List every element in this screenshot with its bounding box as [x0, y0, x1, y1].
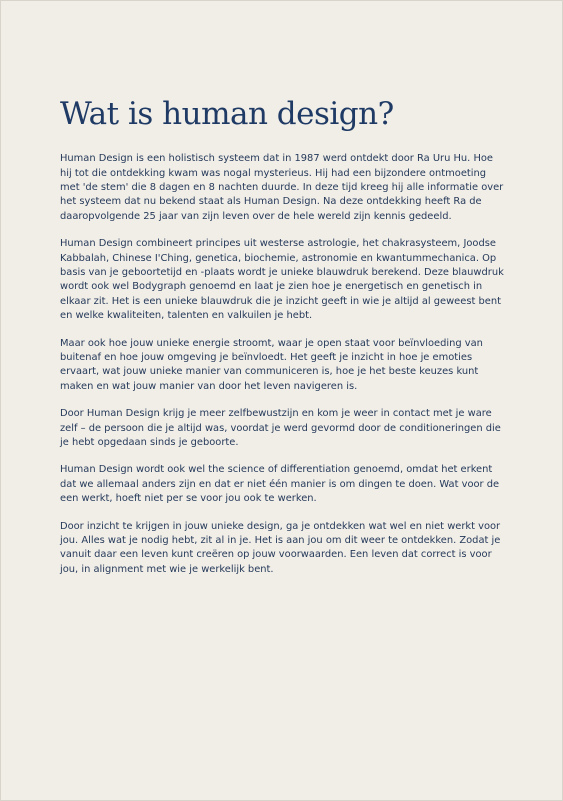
paragraph-2: Human Design combineert principes uit westerse astrologie, het chakrasysteem, Joodse Kabbalah, Chinese I'Ching, genetica, biochemie, astronomie en kwantummechanica. Op basis van je geboortetijd en -plaats wordt je unieke blauwdruk berekend. Deze blauwdruk wordt ook wel Bodygraph genoemd en laat je zien hoe je energetisch en genetisch in elkaar zit. Het is een unieke blauwdruk die je inzicht geeft in wie je altijd al geweest bent en welke kwaliteiten, talenten en valkuilen je hebt. — [60, 238, 504, 322]
paragraph-4: Door Human Design krijg je meer zelfbewustzijn en kom je weer in contact met je ware zelf – de persoon die je altijd was, voordat je werd gevormd door de conditioneringen die je hebt opgedaan sinds je geboorte. — [60, 408, 501, 448]
paragraph-5: Human Design wordt ook wel the science of differentiation genoemd, omdat het erkent dat we allemaal anders zijn en dat er niet één manier is om dingen te doen. Wat voor de een werkt, hoeft niet per se voor jou ook te werken. — [60, 464, 500, 505]
page-title: Wat is human design? — [60, 96, 394, 132]
page-content — [60, 97, 506, 590]
paragraph-1: Human Design is een holistisch systeem dat in 1987 werd ontdekt door Ra Uru Hu. Hoe hij tot die ontdekking kwam was nogal mysterieus. Hij had een bijzondere ontmoeting met 'de stem' die 8 dagen en 8 nachten duurde. In deze tijd kreeg hij alle informatie over het systeem dat nu bekend staat als Human Design. Na deze ontdekking heeft Ra de daaropvolgende 25 jaar van zijn leven over de hele wereld zijn kennis gedeeld. — [60, 153, 504, 222]
paragraph-6: Door inzicht te krijgen in jouw unieke design, ga je ontdekken wat wel en niet werkt voor jou. Alles wat je nodig hebt, zit al in je. Het is aan jou om dit weer te ontdekken. Zodat je vanuit daar een leven kunt creëren op jouw voorwaarden. Een leven dat correct is voor jou, in alignment met wie je werkelijk bent. — [60, 520, 501, 575]
paragraph-3: Maar ook hoe jouw unieke energie stroomt, waar je open staat voor beïnvloeding van buitenaf en hoe jouw omgeving je beïnvloedt. Het geeft je inzicht in hoe je emoties ervaart, wat jouw unieke manier van communiceren is, hoe je het beste keuzes kunt maken en wat jouw manier van door het leven navigeren is. — [60, 337, 483, 392]
